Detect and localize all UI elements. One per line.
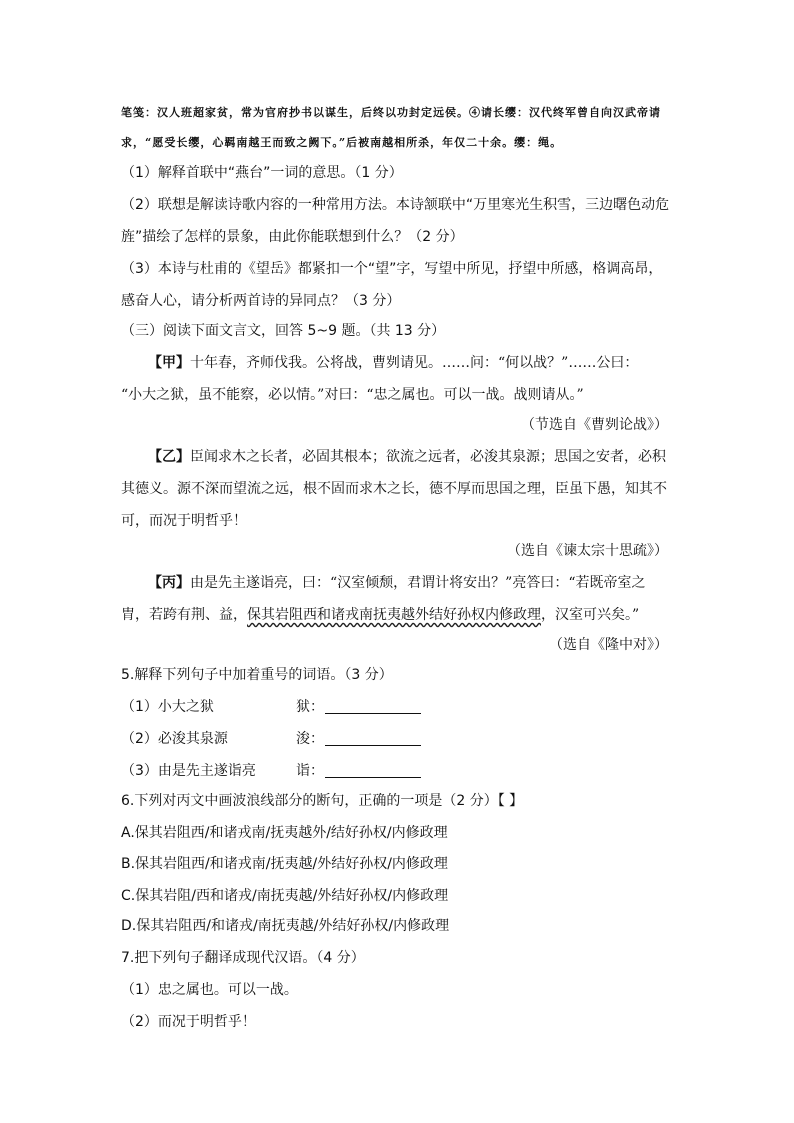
question-6-option-a[interactable]: A.保其岩阻西/和诸戎南/抚夷越外/结好孙权/内修政理	[121, 825, 448, 841]
passage-bing-text-2-post: ，汉室可兴矣。”	[541, 607, 640, 623]
passage-bing-tag: 【丙】	[148, 575, 190, 591]
footnote-line-2: 求，“愿受长缨，心羁南越王而致之阙下。”后被南越相所杀，年仅二十余。缨：绳。	[121, 136, 563, 149]
answer-blank-1[interactable]	[325, 713, 421, 714]
passage-yi-line-1	[148, 447, 666, 467]
question-6-option-b[interactable]: B.保其岩阻西/和诸戎南/抚夷越/外结好孙权/内修政理	[121, 856, 448, 872]
passage-bing-line-2	[121, 605, 639, 625]
question-7-title: 7.把下列句子翻译成现代汉语。（4 分）	[121, 950, 365, 966]
passage-yi-line-3: 可，而况于明哲乎！	[121, 513, 247, 529]
passage-yi-line-2: 其德义。源不深而望流之远，根不固而求木之长，德不厚而思国之理，臣虽下愚，知其不	[121, 481, 667, 497]
question-7-item-1: （1）忠之属也。可以一战。	[121, 982, 298, 998]
answer-blank-3[interactable]	[325, 777, 421, 778]
poem-question-2-line-2: 旌”描绘了怎样的景象，由此你能联想到什么？（2 分）	[121, 229, 464, 245]
poem-question-2-line-1: （2）联想是解读诗歌内容的一种常用方法。本诗颔联中“万里寒光生积雪，三边曙色动危	[121, 197, 670, 213]
passage-jia-line-2: “小大之狱，虽不能察，必以情。”对曰：“忠之属也。可以一战。战则请从。”	[121, 387, 584, 403]
section-heading: （三）阅读下面文言文，回答 5~9 题。（共 13 分）	[121, 323, 446, 339]
question-5-item-2-sentence: （2）必浚其泉源	[121, 731, 228, 747]
question-5-item-3-word: 诣：	[296, 763, 324, 779]
question-5-item-2-word: 浚：	[296, 731, 324, 747]
passage-jia-text-1: 十年春，齐师伐我。公将战，曹刿请见。……问：“何以战？”……公曰：	[190, 355, 639, 371]
wavy-underlined-phrase: 保其岩阻西和诸戎南抚夷越外结好孙权内修政理	[247, 607, 541, 623]
answer-blank-2[interactable]	[325, 745, 421, 746]
question-6-title: 6.下列对丙文中画波浪线部分的断句，正确的一项是（2 分）【 】	[121, 793, 524, 809]
passage-bing-line-1	[148, 573, 645, 593]
question-6-option-d[interactable]: D.保其岩阻西/和诸戎/南抚夷越/外结好孙权/内修政理	[121, 918, 450, 934]
passage-jia-source: （节选自《曹刿论战》）	[521, 417, 668, 433]
question-6-option-c[interactable]: C.保其岩阻/西和诸戎/南抚夷越/外结好孙权/内修政理	[121, 888, 449, 904]
passage-bing-text-1: 由是先主遂诣亮，曰：“汉室倾颓，君谓计将安出？”亮答曰：“若既帝室之	[190, 575, 646, 591]
passage-bing-text-2-pre: 胄，若跨有荆、益，	[121, 607, 247, 623]
question-5-title: 5.解释下列句子中加着重号的词语。（3 分）	[121, 667, 393, 683]
question-5-item-1-word: 狱：	[296, 699, 324, 715]
passage-yi-source: （选自《谏太宗十思疏》）	[507, 543, 668, 559]
footnote-line-1: 笔笺：汉人班超家贫，常为官府抄书以谋生，后终以功封定远侯。④请长缨：汉代终军曾自向汉武帝请	[121, 106, 661, 119]
passage-bing-source: （选自《隆中对》）	[549, 637, 668, 653]
poem-question-3-line-1: （3）本诗与杜甫的《望岳》都紧扣一个“望”字，写望中所见，抒望中所感，格调高昂，	[121, 261, 663, 277]
question-7-item-2: （2）而况于明哲乎！	[121, 1014, 256, 1030]
passage-jia-tag: 【甲】	[148, 355, 190, 371]
question-5-item-1-sentence: （1）小大之狱	[121, 699, 214, 715]
poem-question-1: （1）解释首联中“燕台”一词的意思。（1 分）	[121, 165, 403, 181]
poem-question-3-line-2: 感奋人心，请分析两首诗的异同点？（3 分）	[121, 293, 401, 309]
question-5-item-3-sentence: （3）由是先主遂诣亮	[121, 763, 256, 779]
passage-yi-tag: 【乙】	[148, 449, 190, 465]
passage-yi-text-1: 臣闻求木之长者，必固其根本；欲流之远者，必浚其泉源；思国之安者，必积	[190, 449, 666, 465]
passage-jia-line-1	[148, 353, 638, 373]
